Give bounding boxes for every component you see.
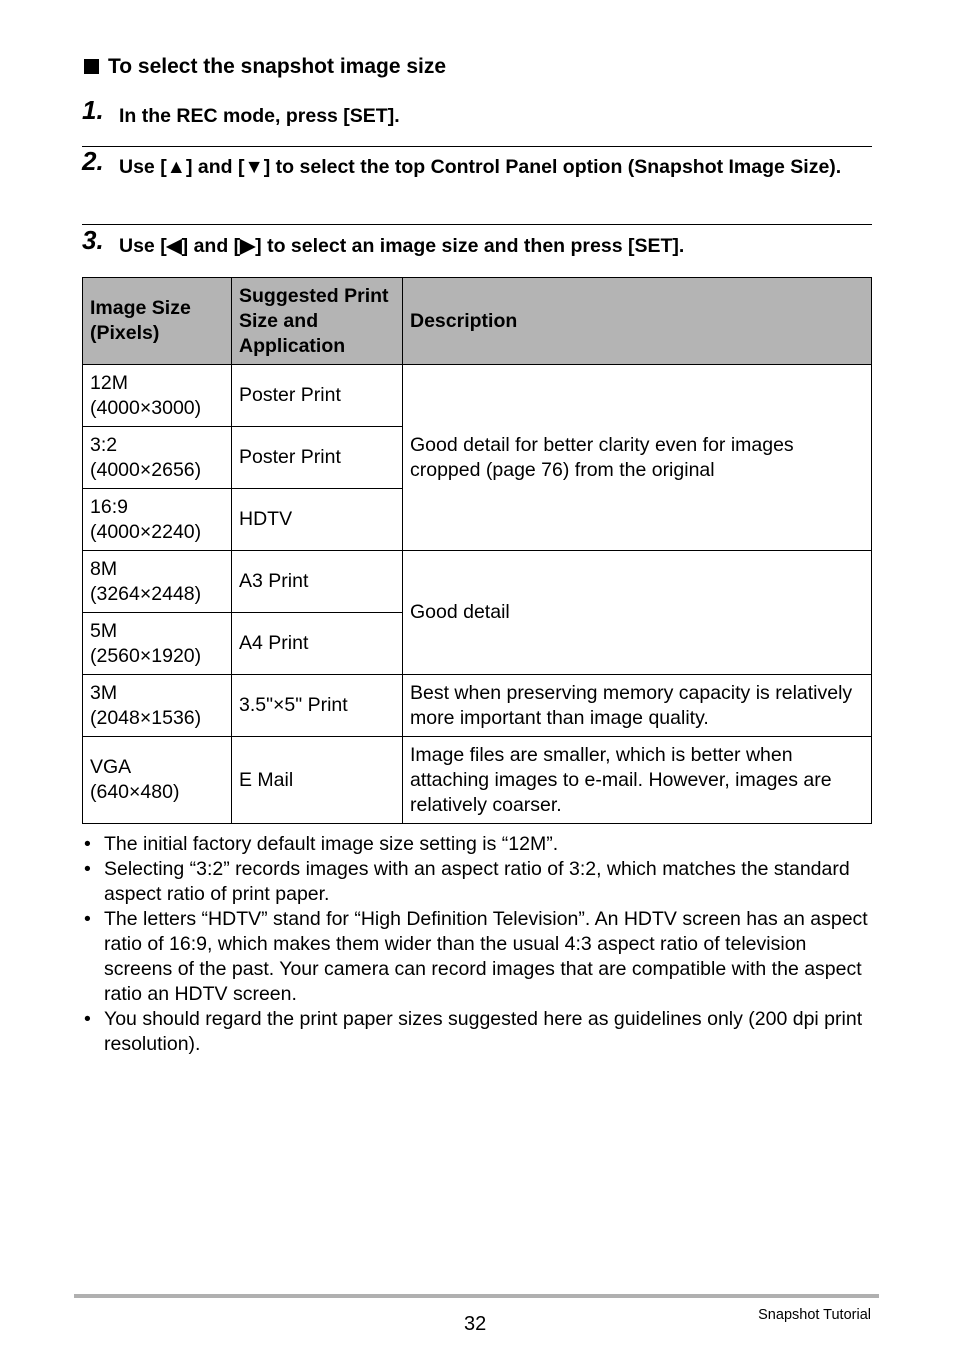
- list-item: • The initial factory default image size setting is “12M”.: [84, 833, 559, 855]
- step-number: 1.: [82, 95, 104, 125]
- step-divider: [82, 224, 872, 225]
- description-cell: Good detail for better clarity even for images cropped (page 76) from the original: [403, 365, 872, 551]
- print-cell: Poster Print: [232, 427, 403, 489]
- step-divider: [82, 146, 872, 147]
- list-item: • You should regard the print paper sizes suggested here as guidelines only (200 dpi print resolution).: [84, 1008, 863, 1055]
- print-cell: 3.5"×5" Print: [232, 675, 403, 737]
- table-row: [83, 551, 872, 613]
- description-cell: Image files are smaller, which is better when attaching images to e-mail. However, images are relatively coarser.: [403, 737, 872, 824]
- size-cell: 16:9 (4000×2240): [83, 489, 232, 551]
- size-cell: 5M (2560×1920): [83, 613, 232, 675]
- header-image-size: Image Size (Pixels): [83, 278, 232, 365]
- section-heading: [84, 53, 446, 81]
- page-number: 32: [464, 1313, 487, 1335]
- description-cell: Good detail: [403, 551, 872, 675]
- print-cell: E Mail: [232, 737, 403, 824]
- step-text: Use [◀] and [▶] to select an image size and then press [SET].: [119, 235, 685, 257]
- size-cell: 3M (2048×1536): [83, 675, 232, 737]
- print-cell: HDTV: [232, 489, 403, 551]
- bullet: •: [84, 1008, 91, 1030]
- print-cell: A3 Print: [232, 551, 403, 613]
- table-row: [83, 365, 872, 427]
- bullet: •: [84, 858, 91, 880]
- size-cell: VGA (640×480): [83, 737, 232, 824]
- step-number: 2.: [82, 146, 104, 176]
- table-row: [83, 737, 872, 824]
- print-cell: Poster Print: [232, 365, 403, 427]
- description-cell: Best when preserving memory capacity is relatively more important than image quality.: [403, 675, 872, 737]
- step-text: Use [▲] and [▼] to select the top Control Panel option (Snapshot Image Size).: [119, 156, 842, 178]
- heading-text: To select the snapshot image size: [108, 55, 447, 78]
- notes-list: [84, 832, 874, 1057]
- table-header-row: [83, 278, 872, 365]
- list-item: • The letters “HDTV” stand for “High Definition Television”. An HDTV screen has an aspect ratio of 16:9, which makes them wider than the usual 4:3 aspect ratio of television screens of the past. Your camera can record images that are compatible with the aspect ratio an HDTV screen.: [84, 908, 868, 1005]
- image-size-table: [82, 277, 872, 824]
- step-text: In the REC mode, press [SET].: [119, 105, 400, 127]
- size-cell: 12M (4000×3000): [83, 365, 232, 427]
- table-row: [83, 675, 872, 737]
- square-bullet-icon: [84, 59, 99, 74]
- header-description: Description: [403, 278, 872, 365]
- footer-divider: [74, 1294, 879, 1298]
- header-print-size: Suggested Print Size and Application: [232, 278, 403, 365]
- print-cell: A4 Print: [232, 613, 403, 675]
- size-cell: 3:2 (4000×2656): [83, 427, 232, 489]
- step-number: 3.: [82, 225, 104, 255]
- section-label: Snapshot Tutorial: [758, 1307, 871, 1323]
- size-cell: 8M (3264×2448): [83, 551, 232, 613]
- bullet: •: [84, 908, 91, 930]
- list-item: • Selecting “3:2” records images with an aspect ratio of 3:2, which matches the standard aspect ratio of print paper.: [84, 858, 850, 905]
- bullet: •: [84, 833, 91, 855]
